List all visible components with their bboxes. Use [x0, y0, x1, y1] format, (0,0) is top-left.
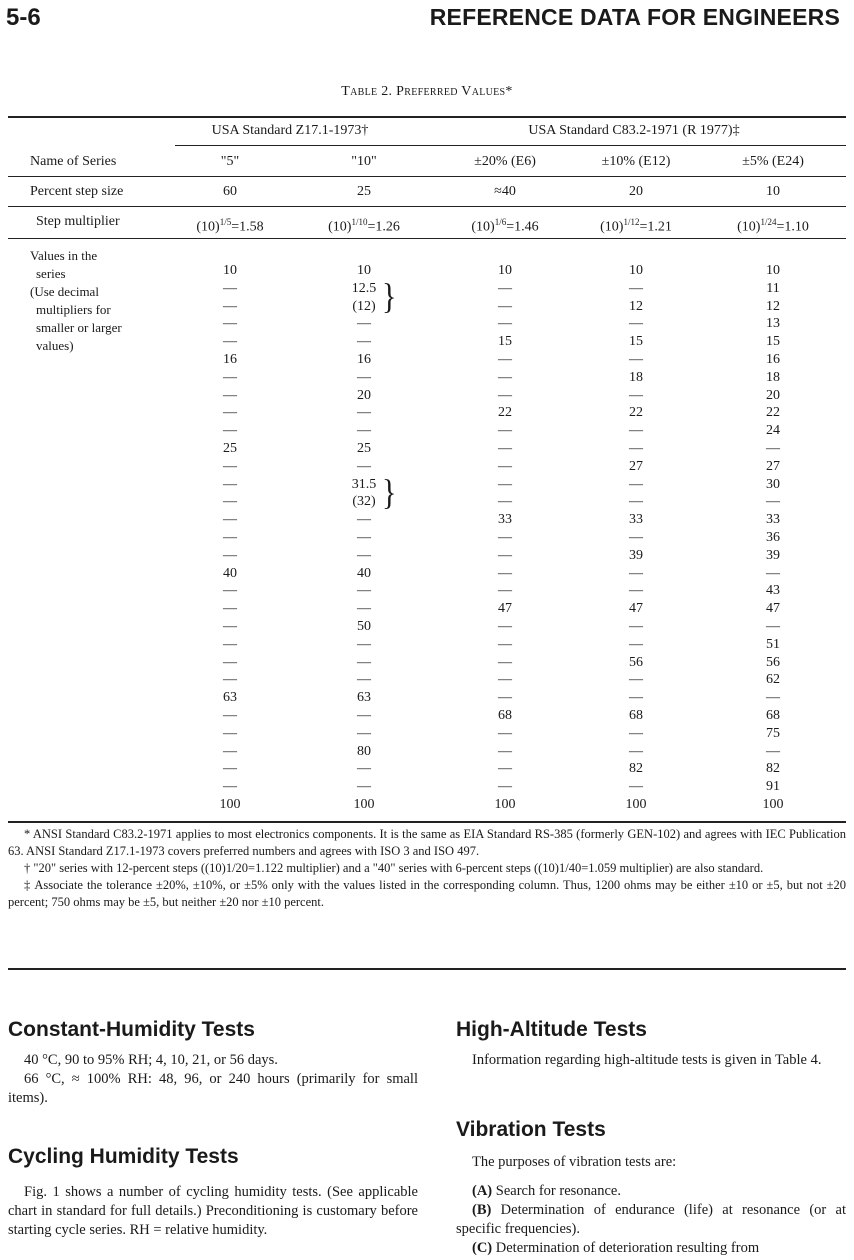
- series-value-cell: 22: [498, 405, 512, 421]
- values-column-10: [352, 262, 377, 814]
- table-caption-title: Preferred Values*: [396, 84, 513, 99]
- table-footnotes: [8, 826, 846, 911]
- item-text: Determination of endurance (life) at resonance (or at specific frequencies).: [456, 1202, 846, 1237]
- values-label-line: multipliers for: [36, 302, 111, 317]
- series-value-cell: —: [223, 654, 237, 670]
- book-title: REFERENCE DATA FOR ENGINEERS: [429, 4, 840, 30]
- vibration-item-b: [456, 1201, 846, 1239]
- series-value-cell: 18: [629, 369, 643, 385]
- series-value-cell: —: [357, 529, 371, 545]
- series-value-cell: (12): [352, 298, 376, 314]
- multiplier-result: =1.26: [367, 219, 400, 235]
- series-value-cell: 80: [357, 743, 371, 759]
- multiplier-result: =1.46: [506, 219, 539, 235]
- table-caption-prefix: Table 2.: [341, 84, 393, 99]
- series-value-cell: —: [223, 334, 237, 350]
- series-value-cell: —: [223, 779, 237, 795]
- row-label-step-size: Percent step size: [30, 184, 124, 199]
- series-value-cell: —: [357, 458, 371, 474]
- values-column-e24: [763, 262, 784, 814]
- values-label: [30, 247, 122, 355]
- multiplier-e12: [600, 213, 672, 237]
- series-value-cell: 51: [766, 636, 780, 652]
- step-size-10: 25: [357, 184, 371, 199]
- series-value-cell: 43: [766, 583, 780, 599]
- series-value-cell: —: [498, 476, 512, 492]
- constant-humidity-line: 66 °C, ≈ 100% RH: 48, 96, or 240 hours (primarily for small items).: [8, 1071, 418, 1106]
- series-value-cell: 91: [766, 779, 780, 795]
- cycling-humidity-text: [8, 1183, 418, 1240]
- series-value-cell: —: [498, 565, 512, 581]
- series-value-cell: 22: [766, 405, 780, 421]
- series-value-cell: —: [498, 618, 512, 634]
- item-label: (A): [472, 1183, 493, 1199]
- series-value-cell: 33: [629, 512, 643, 528]
- table-bottom-rule: [8, 821, 846, 823]
- series-value-cell: —: [357, 316, 371, 332]
- group-header-c83: USA Standard C83.2-1971 (R 1977)‡: [528, 123, 740, 138]
- series-value-cell: 12: [766, 298, 780, 314]
- series-value-cell: 33: [498, 512, 512, 528]
- series-value-cell: —: [498, 494, 512, 510]
- series-value-cell: 10: [629, 263, 643, 278]
- series-value-cell: —: [629, 476, 643, 492]
- series-value-cell: 39: [766, 547, 780, 563]
- values-label-line: series: [36, 266, 66, 281]
- series-value-cell: —: [498, 280, 512, 296]
- values-column-5: [220, 262, 241, 814]
- series-value-cell: 63: [357, 690, 371, 706]
- footnote-dagger: † "20" series with 12-percent steps ((10)1/20=1.122 multiplier) and a "40" series with 6-percent steps ((10)1/40=1.059 multiplier) are also standard.: [24, 861, 764, 875]
- series-value-cell: —: [766, 440, 780, 456]
- series-value-cell: 56: [629, 654, 643, 670]
- series-value-cell: —: [498, 743, 512, 759]
- series-value-cell: —: [357, 512, 371, 528]
- multiplier-base: (10): [600, 219, 624, 235]
- high-altitude-text: [456, 1051, 846, 1070]
- values-column-e12: [626, 262, 647, 814]
- series-value-cell: —: [766, 494, 780, 510]
- series-value-cell: 62: [766, 672, 780, 688]
- row-rule-2: [8, 206, 846, 207]
- series-value-cell: 47: [498, 601, 512, 617]
- step-size-e6: ≈40: [494, 184, 516, 199]
- series-value-cell: —: [223, 423, 237, 439]
- series-value-cell: —: [498, 529, 512, 545]
- row-rule-1: [8, 176, 846, 177]
- series-value-cell: —: [766, 690, 780, 706]
- series-value-cell: 47: [766, 601, 780, 617]
- series-name-e24: ±5% (E24): [742, 154, 804, 169]
- series-value-cell: 10: [498, 263, 512, 278]
- series-value-cell: 16: [223, 351, 237, 367]
- series-value-cell: —: [223, 280, 237, 296]
- series-value-cell: —: [223, 458, 237, 474]
- row-rule-3: [8, 238, 846, 239]
- series-value-cell: —: [629, 618, 643, 634]
- multiplier-result: =1.58: [231, 219, 264, 235]
- section-heading-cycling-humidity: Cycling Humidity Tests: [8, 1145, 239, 1168]
- series-value-cell: —: [357, 583, 371, 599]
- series-value-cell: —: [498, 636, 512, 652]
- series-value-cell: 82: [629, 761, 643, 777]
- series-value-cell: 31.5: [351, 476, 377, 492]
- series-value-cell: —: [629, 565, 643, 581]
- series-value-cell: —: [357, 725, 371, 741]
- series-value-cell: 25: [223, 440, 237, 456]
- vibration-text: [456, 1153, 846, 1258]
- multiplier-e24: [737, 213, 809, 237]
- series-value-cell: —: [357, 707, 371, 723]
- multiplier-base: (10): [737, 219, 761, 235]
- series-value-cell: 40: [357, 565, 371, 581]
- series-value-cell: (32): [352, 494, 376, 510]
- series-value-cell: —: [498, 779, 512, 795]
- series-value-cell: 39: [629, 547, 643, 563]
- running-head: [0, 4, 854, 34]
- series-value-cell: —: [223, 405, 237, 421]
- group-header-rule: [175, 145, 846, 146]
- series-value-cell: 10: [357, 263, 371, 278]
- table-top-rule: [8, 116, 846, 118]
- series-value-cell: 56: [766, 654, 780, 670]
- series-value-cell: —: [629, 725, 643, 741]
- section-heading-high-altitude: High-Altitude Tests: [456, 1018, 647, 1041]
- series-value-cell: —: [498, 440, 512, 456]
- page-number: 5-6: [6, 4, 41, 31]
- series-value-cell: —: [498, 351, 512, 367]
- series-value-cell: —: [766, 565, 780, 581]
- series-value-cell: 75: [766, 725, 780, 741]
- series-value-cell: —: [629, 351, 643, 367]
- series-value-cell: 100: [219, 796, 241, 812]
- constant-humidity-text: [8, 1051, 418, 1108]
- series-value-cell: —: [498, 423, 512, 439]
- vibration-intro: The purposes of vibration tests are:: [472, 1154, 677, 1170]
- series-value-cell: 15: [766, 334, 780, 350]
- series-value-cell: 18: [766, 369, 780, 385]
- series-value-cell: 100: [353, 796, 375, 812]
- right-brace: }: [382, 472, 397, 513]
- series-value-cell: —: [357, 672, 371, 688]
- series-value-cell: —: [498, 654, 512, 670]
- values-label-line: values): [36, 338, 74, 353]
- series-value-cell: —: [498, 458, 512, 474]
- series-value-cell: —: [498, 369, 512, 385]
- series-value-cell: 16: [766, 351, 780, 367]
- series-value-cell: 15: [498, 334, 512, 350]
- section-heading-constant-humidity: Constant-Humidity Tests: [8, 1018, 255, 1041]
- multiplier-exponent: 1/5: [219, 217, 232, 227]
- series-value-cell: —: [629, 387, 643, 403]
- series-value-cell: —: [223, 707, 237, 723]
- series-value-cell: —: [766, 618, 780, 634]
- footnote-double-dagger: ‡ Associate the tolerance ±20%, ±10%, or ±5% only with the values listed in the corresponding column. Thus, 1200 ohms may be either ±10 or ±5, but not ±20 percent; 750 ohms may be ±5, but neither ±20 nor ±10 percent.: [8, 878, 846, 909]
- values-label-line: (Use decimal: [30, 284, 99, 299]
- series-value-cell: —: [629, 423, 643, 439]
- series-value-cell: —: [629, 316, 643, 332]
- item-label: (C): [472, 1240, 493, 1256]
- cycling-humidity-paragraph: Fig. 1 shows a number of cycling humidity tests. (See applicable chart in standard for full details.) Preconditioning is customary before starting cycle series. RH = relative humidity.: [8, 1184, 418, 1238]
- series-value-cell: —: [629, 583, 643, 599]
- series-value-cell: 20: [357, 387, 371, 403]
- series-value-cell: —: [629, 529, 643, 545]
- series-value-cell: 100: [762, 796, 784, 812]
- series-value-cell: 68: [629, 707, 643, 723]
- series-value-cell: —: [629, 743, 643, 759]
- series-value-cell: —: [357, 601, 371, 617]
- series-value-cell: 20: [766, 387, 780, 403]
- row-label-multiplier: Step multiplier: [36, 214, 120, 229]
- series-value-cell: 68: [766, 707, 780, 723]
- series-value-cell: 13: [766, 316, 780, 332]
- series-value-cell: —: [498, 316, 512, 332]
- series-value-cell: —: [629, 494, 643, 510]
- values-column-e6: [495, 262, 516, 814]
- series-value-cell: —: [223, 743, 237, 759]
- series-value-cell: —: [223, 387, 237, 403]
- multiplier-base: (10): [328, 219, 352, 235]
- high-altitude-paragraph: Information regarding high-altitude tests is given in Table 4.: [472, 1052, 822, 1068]
- values-label-line: smaller or larger: [36, 320, 122, 335]
- step-size-e12: 20: [629, 184, 643, 199]
- step-size-e24: 10: [766, 184, 780, 199]
- row-label-name: Name of Series: [30, 154, 117, 169]
- multiplier-exponent: 1/10: [351, 217, 368, 227]
- series-value-cell: 30: [766, 476, 780, 492]
- series-value-cell: 40: [223, 565, 237, 581]
- series-value-cell: 10: [223, 263, 237, 278]
- multiplier-base: (10): [196, 219, 220, 235]
- series-name-e6: ±20% (E6): [474, 154, 536, 169]
- right-brace: }: [382, 276, 397, 317]
- series-value-cell: 47: [629, 601, 643, 617]
- series-value-cell: —: [357, 334, 371, 350]
- series-value-cell: —: [357, 779, 371, 795]
- series-value-cell: —: [498, 298, 512, 314]
- series-value-cell: —: [223, 476, 237, 492]
- series-value-cell: —: [223, 298, 237, 314]
- series-value-cell: 82: [766, 761, 780, 777]
- series-value-cell: —: [357, 547, 371, 563]
- item-text: Determination of deterioration resulting from: [495, 1240, 760, 1256]
- series-value-cell: —: [223, 618, 237, 634]
- series-value-cell: —: [629, 690, 643, 706]
- series-value-cell: —: [498, 672, 512, 688]
- series-value-cell: —: [498, 547, 512, 563]
- series-value-cell: —: [357, 423, 371, 439]
- series-value-cell: 10: [766, 263, 780, 278]
- group-header-z17: USA Standard Z17.1-1973†: [211, 123, 369, 138]
- values-label-line: Values in the: [30, 248, 98, 263]
- multiplier-exponent: 1/24: [760, 217, 777, 227]
- series-value-cell: —: [223, 547, 237, 563]
- series-value-cell: 33: [766, 512, 780, 528]
- series-value-cell: —: [223, 636, 237, 652]
- series-value-cell: —: [498, 725, 512, 741]
- item-text: Search for resonance.: [495, 1183, 621, 1199]
- series-value-cell: 15: [629, 334, 643, 350]
- series-value-cell: 24: [766, 423, 780, 439]
- series-value-cell: —: [357, 636, 371, 652]
- series-value-cell: —: [629, 636, 643, 652]
- series-value-cell: 16: [357, 351, 371, 367]
- series-value-cell: 12: [629, 298, 643, 314]
- series-value-cell: 63: [223, 690, 237, 706]
- series-value-cell: 36: [766, 529, 780, 545]
- series-value-cell: —: [357, 654, 371, 670]
- multiplier-base: (10): [471, 219, 495, 235]
- series-value-cell: —: [766, 743, 780, 759]
- series-value-cell: —: [223, 369, 237, 385]
- series-value-cell: —: [629, 440, 643, 456]
- series-value-cell: —: [223, 601, 237, 617]
- vibration-item-a: [456, 1182, 846, 1201]
- series-value-cell: 100: [625, 796, 647, 812]
- section-heading-vibration: Vibration Tests: [456, 1118, 606, 1141]
- series-value-cell: —: [498, 387, 512, 403]
- series-value-cell: —: [223, 512, 237, 528]
- series-value-cell: —: [223, 529, 237, 545]
- step-size-5: 60: [223, 184, 237, 199]
- series-value-cell: 100: [494, 796, 516, 812]
- series-value-cell: —: [498, 690, 512, 706]
- series-value-cell: 25: [357, 440, 371, 456]
- series-value-cell: —: [223, 761, 237, 777]
- series-value-cell: —: [629, 779, 643, 795]
- series-value-cell: —: [357, 369, 371, 385]
- multiplier-exponent: 1/12: [623, 217, 640, 227]
- series-value-cell: —: [357, 761, 371, 777]
- footnote-star: * ANSI Standard C83.2-1971 applies to most electronics components. It is the same as EIA Standard RS-385 (formerly GEN-102) and agrees with IEC Publication 63. ANSI Standard Z17.1-1973 covers preferred numbers and agrees with ISO 3 and ISO 497.: [8, 827, 846, 858]
- series-name-5: "5": [220, 154, 240, 169]
- footnotes-bottom-rule: [8, 968, 846, 970]
- series-value-cell: —: [498, 583, 512, 599]
- multiplier-exponent: 1/6: [494, 217, 507, 227]
- multiplier-10: [328, 213, 400, 237]
- vibration-item-c: [456, 1239, 846, 1258]
- series-value-cell: —: [223, 583, 237, 599]
- series-value-cell: —: [223, 494, 237, 510]
- constant-humidity-line: 40 °C, 90 to 95% RH; 4, 10, 21, or 56 days.: [24, 1052, 278, 1068]
- series-value-cell: 27: [766, 458, 780, 474]
- multiplier-result: =1.10: [776, 219, 809, 235]
- multiplier-5: [196, 213, 263, 237]
- series-value-cell: 68: [498, 707, 512, 723]
- multiplier-e6: [471, 213, 538, 237]
- table-caption: [0, 84, 854, 100]
- item-label: (B): [472, 1202, 492, 1218]
- series-value-cell: 50: [357, 618, 371, 634]
- series-value-cell: 27: [629, 458, 643, 474]
- series-value-cell: —: [498, 761, 512, 777]
- series-value-cell: —: [629, 280, 643, 296]
- series-value-cell: —: [357, 405, 371, 421]
- series-value-cell: —: [223, 316, 237, 332]
- series-value-cell: 12.5: [351, 280, 377, 296]
- series-value-cell: —: [629, 672, 643, 688]
- series-value-cell: 22: [629, 405, 643, 421]
- series-name-10: "10": [351, 154, 377, 169]
- multiplier-result: =1.21: [639, 219, 672, 235]
- series-value-cell: —: [223, 725, 237, 741]
- series-value-cell: —: [223, 672, 237, 688]
- series-name-e12: ±10% (E12): [601, 154, 671, 169]
- series-value-cell: 11: [766, 280, 780, 296]
